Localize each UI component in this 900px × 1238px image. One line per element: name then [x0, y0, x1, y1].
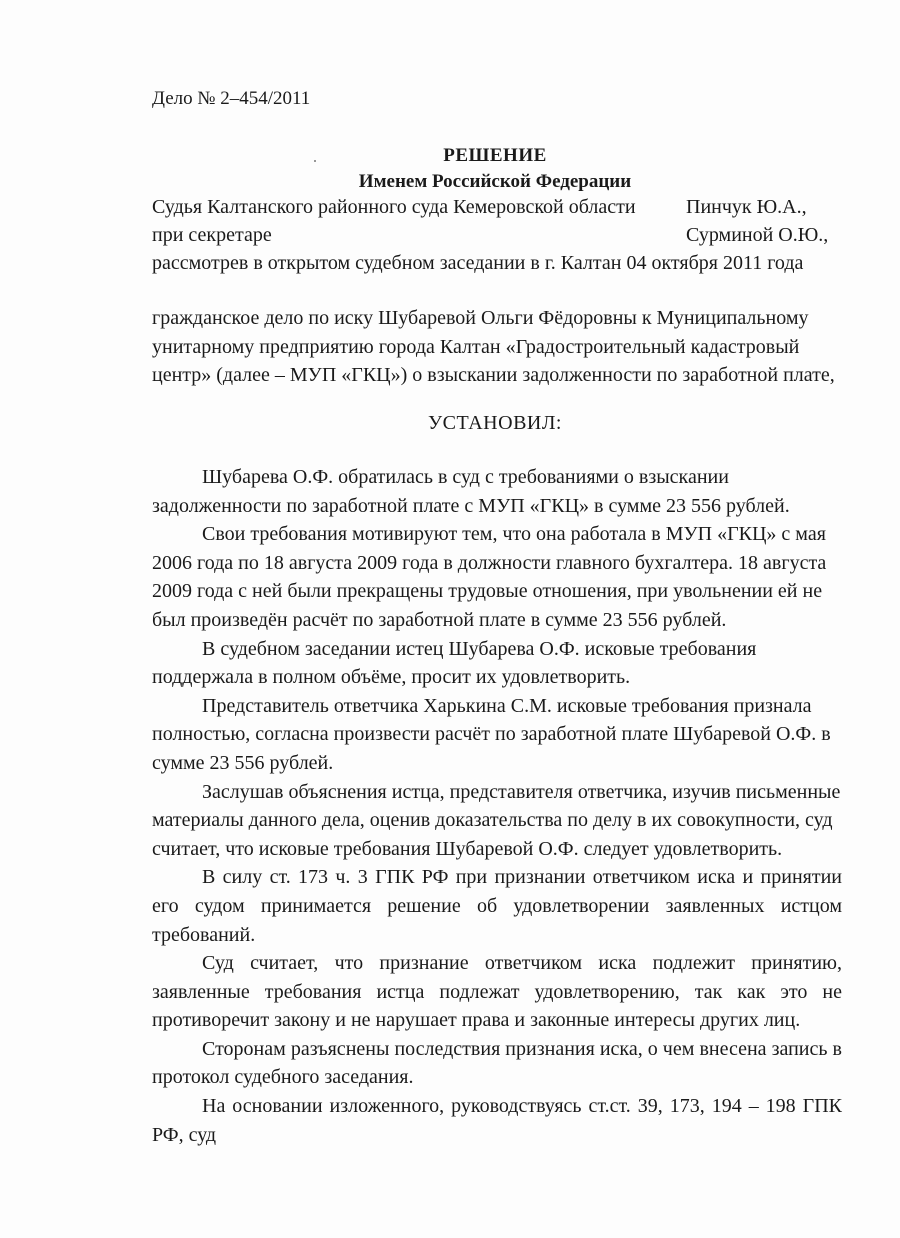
paragraph: Представитель ответчика Харькина С.М. исковые требования признала полностью, согласна произвести расчёт по заработной плате Шубаревой О.Ф. в сумме 23 556 рублей. — [152, 694, 831, 774]
judge-line — [152, 196, 842, 219]
judge-label: Судья Калтанского районного суда Кемеровской области — [152, 196, 636, 218]
hearing-line — [152, 252, 842, 275]
intro-block — [152, 304, 842, 390]
paragraph: Суд считает, что признание ответчиком иска подлежит принятию, заявленные требования истца подлежат удовлетворению, так как это не противоречит закону и не нарушает права и законные интересы других лиц. — [152, 952, 842, 1032]
case-number: Дело № 2–454/2011 — [152, 88, 311, 109]
paragraph: На основании изложенного, руководствуясь ст.ст. 39, 173, 194 – 198 ГПК РФ, суд — [152, 1095, 842, 1146]
section-heading: УСТАНОВИЛ: — [428, 412, 562, 434]
secretary-label: при секретаре — [152, 224, 272, 246]
paragraph: Заслушав объяснения истца, представителя ответчика, изучив письменные материалы данного дела, оценив доказательства по делу в их совокупности, суд считает, что исковые требования Шубаревой О.Ф. следует удовлетворить. — [152, 780, 841, 860]
paragraph: Сторонам разъяснены последствия признания иска, о чем внесена запись в протокол судебного заседания. — [152, 1037, 842, 1089]
main-text — [152, 463, 842, 1149]
paragraph: Шубарева О.Ф. обратилась в суд с требованиями о взыскании задолженности по заработной плате с МУП «ГКЦ» в сумме 23 556 рублей. — [152, 466, 790, 517]
hearing-text: рассмотрев в открытом судебном заседании в г. Калтан 04 октября 2011 года — [152, 252, 804, 274]
paragraph: В судебном заседании истец Шубарева О.Ф. исковые требования поддержала в полном объёме, просит их удовлетворить. — [152, 637, 757, 689]
secretary-name: Сурминой О.Ю., — [686, 224, 829, 246]
document-subtitle: Именем Российской Федерации — [358, 171, 632, 192]
paragraph: Свои требования мотивируют тем, что она работала в МУП «ГКЦ» с мая 2006 года по 18 августа 2009 года в должности главного бухгалтера. 18 августа 2009 года с ней были прекращены трудовые отношения, при увольнении ей не был произведён расчёт по заработной плате в сумме 23 556 рублей. — [152, 523, 827, 631]
document-title: РЕШЕНИЕ — [443, 145, 547, 166]
intro-paragraph: гражданское дело по иску Шубаревой Ольги Фёдоровны к Муниципальному унитарному предприятию города Калтан «Градостроительный кадастровый центр» (далее – МУП «ГКЦ») о взыскании задолженности по заработной плате, — [152, 307, 835, 387]
secretary-line — [152, 224, 842, 247]
scan-speck — [314, 160, 316, 162]
paragraph: В силу ст. 173 ч. 3 ГПК РФ при признании ответчиком иска и принятии его судом принимается решение об удовлетворении заявленных истцом требований. — [152, 866, 842, 946]
judge-name: Пинчук Ю.А., — [686, 196, 807, 218]
